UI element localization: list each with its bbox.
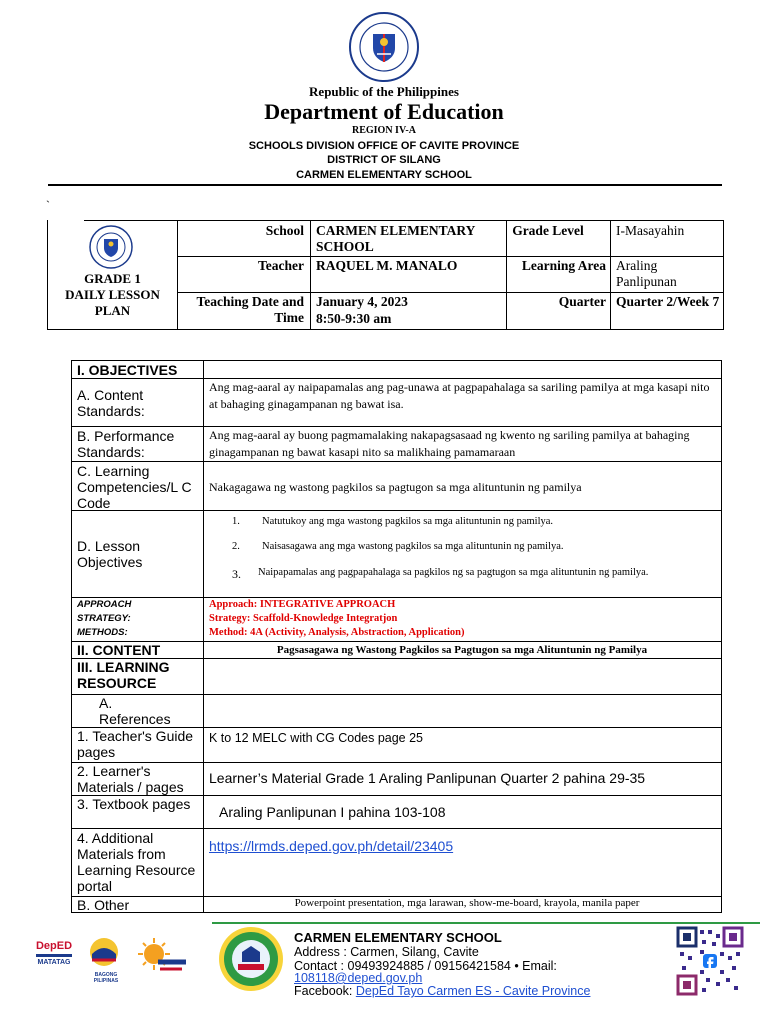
stray-mark: ` xyxy=(46,198,50,212)
approach-value: Approach: INTEGRATIVE APPROACH xyxy=(209,599,396,610)
facebook-link[interactable]: DepEd Tayo Carmen ES - Cavite Province xyxy=(355,984,591,998)
learning-resource-heading: III. LEARNING RESOURCE xyxy=(77,659,170,691)
division-line: SCHOOLS DIVISION OFFICE OF CAVITE PROVINCE xyxy=(248,140,520,152)
content-heading: II. CONTENT xyxy=(77,642,161,658)
content-standards-value: Ang mag-aaral ay naipapamalas ang pag-unawa at pagpapahalaga sa sariling pamilya at mga kasapi nito at bahaging ginagampanan ng bawat isa. xyxy=(209,380,710,411)
content-title: Pagsasagawa ng Wastong Pagkilos sa Pagtugon sa mga Alituntunin ng Pamilya xyxy=(276,644,648,656)
references-label: A. References xyxy=(99,695,171,727)
objectives-table xyxy=(71,360,722,913)
time-value: 8:50-9:30 am xyxy=(316,311,392,326)
deped-logo-text: DepED xyxy=(35,940,73,952)
republic-line: Republic of the Philippines xyxy=(309,84,459,99)
objectives-heading: I. OBJECTIVES xyxy=(77,362,178,378)
facebook-label: Facebook: xyxy=(294,984,356,998)
school-line: CARMEN ELEMENTARY SCHOOL xyxy=(296,169,472,181)
school-value: CARMEN ELEMENTARY SCHOOL xyxy=(316,223,475,254)
lesson-info-table xyxy=(47,220,724,330)
quarter-label: Quarter xyxy=(558,294,606,309)
deped-seal-small-logo xyxy=(80,225,142,269)
method-value: Method: 4A (Activity, Analysis, Abstraction, Application) xyxy=(209,627,465,638)
lesson-objective-1: Natutukoy ang mga wastong pagkilos sa mga alituntunin ng pamilya. xyxy=(262,516,554,527)
school-label: School xyxy=(265,223,304,238)
teacher-label: Teacher xyxy=(258,258,304,273)
lesson-objective-2-number: 2. xyxy=(232,541,240,552)
carmen-es-seal-logo xyxy=(218,926,284,992)
sun-mascot-logo xyxy=(132,936,190,976)
lrmds-link[interactable]: https://lrmds.deped.gov.ph/detail/23405 xyxy=(209,838,454,854)
footer-address: Address : Carmen, Silang, Cavite xyxy=(294,945,479,959)
deped-seal-logo xyxy=(349,12,419,82)
other-value: Powerpoint presentation, mga larawan, show-me-board, krayola, manila paper xyxy=(294,897,640,909)
other-row-line xyxy=(212,912,722,913)
lesson-objective-1-number: 1. xyxy=(232,516,240,527)
grade-value: I-Masayahin xyxy=(616,223,685,238)
grade-label: Grade Level xyxy=(512,223,584,238)
teacher-value: RAQUEL M. MANALO xyxy=(316,258,458,273)
learner-materials-label: 2. Learner's Materials / pages xyxy=(77,763,184,795)
competencies-value: Nakagagawa ng wastong pagkilos sa pagtugon sa mga alituntunin ng pamilya xyxy=(209,480,582,494)
teacher-guide-label: 1. Teacher's Guide pages xyxy=(77,728,194,760)
textbook-value: Araling Panlipunan I pahina 103-108 xyxy=(219,804,446,820)
matatag-text: MATATAG xyxy=(37,959,71,966)
plan-title: GRADE 1 DAILY LESSON PLAN xyxy=(65,271,160,318)
area-value: Araling Panlipunan xyxy=(616,258,677,289)
footer-school-name: CARMEN ELEMENTARY SCHOOL xyxy=(294,930,502,945)
learner-materials-value: Learner’s Material Grade 1 Araling Panlipunan Quarter 2 pahina 29-35 xyxy=(209,770,646,786)
area-label: Learning Area xyxy=(521,258,606,273)
strategy-value: Strategy: Scaffold-Knowledge Integratjon xyxy=(209,613,398,624)
department-title: Department of Education xyxy=(264,99,504,124)
district-line: DISTRICT OF SILANG xyxy=(327,154,441,166)
approach-labels: APPROACH STRATEGY: METHODS: xyxy=(77,599,132,638)
footer-email-link[interactable]: 108118@deped.gov.ph xyxy=(294,971,423,985)
header-divider xyxy=(48,184,722,186)
lesson-objective-3: Naipapamalas ang pagpapahalaga sa pagkilos ng sa pagtugon sa mga alituntunin ng pamilya. xyxy=(258,567,649,578)
additional-materials-label: 4. Additional Materials from Learning Resource portal xyxy=(77,830,196,894)
qr-code-icon[interactable] xyxy=(676,926,744,996)
content-standards-label: A. Content Standards: xyxy=(77,387,145,419)
region-line: REGION IV-A xyxy=(352,125,416,136)
lesson-objectives-label: D. Lesson Objectives xyxy=(77,538,143,570)
performance-standards-label: B. Performance Standards: xyxy=(77,428,175,460)
deped-matatag-logo xyxy=(32,940,76,976)
textbook-label: 3. Textbook pages xyxy=(77,796,191,812)
date-value: January 4, 2023 xyxy=(316,294,408,309)
footer-divider xyxy=(212,922,760,924)
teacher-guide-value: K to 12 MELC with CG Codes page 25 xyxy=(209,731,424,745)
lesson-objective-2: Naisasagawa ang mga wastong pagkilos sa mga alituntunin ng pamilya. xyxy=(262,541,564,552)
bagong-pilipinas-text: BAGONG PILIPINAS xyxy=(93,972,119,984)
lesson-objective-3-number: 3. xyxy=(232,567,241,581)
bagong-pilipinas-logo xyxy=(84,936,124,972)
quarter-value: Quarter 2/Week 7 xyxy=(616,294,720,309)
footer-contact: Contact : 09493924885 / 09156421584 • Email: xyxy=(294,959,557,973)
competencies-label: C. Learning Competencies/L C Code xyxy=(77,463,192,511)
date-label: Teaching Date and Time xyxy=(196,294,304,325)
footer-facebook xyxy=(294,984,590,998)
other-label: B. Other xyxy=(77,897,130,913)
performance-standards-value: Ang mag-aaral ay buong pagmamalaking nakapagsasaad ng kwento ng sariling pamilya at bahaging ginagampanan ng bawat kasapi nito sa malikhaing pamamaraan xyxy=(209,428,690,459)
